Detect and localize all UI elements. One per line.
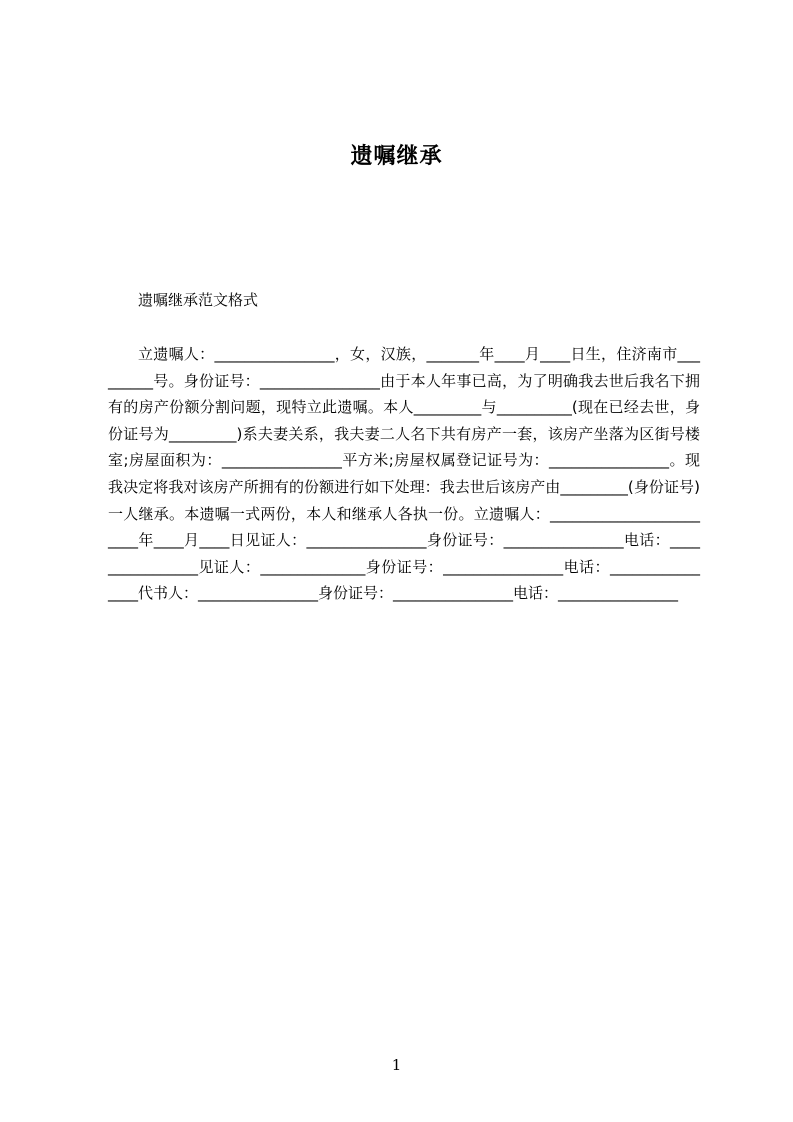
will-body-paragraph: 立遗嘱人：________________，女，汉族，_______年____月____日生，住济南市_________号。身份证号：________________由于本人年事已高，为了明确我去世后我名下拥有的房产份额分割问题，现特立此遗嘱。本人_________与__________(现在已经去世，身份证号为_________)系夫妻关系，我夫妻二人名下共有房产一套，该房产坐落为区街号楼室;房屋面积为：________________平方米;房屋权属登记证号为：________________。现我决定将我对该房产所拥有的份额进行如下处理：我去世后该房产由_________(身份证号)一人继承。本遗嘱一式两份，本人和继承人各执一份。立遗嘱人：________________________年____月____日见证人：________________身份证号：________________电话：________________见证人：______________身份证号：________________电话：________________代书人：________________身份证号：________________电话：________________ — [108, 345, 700, 603]
document-title: 遗嘱继承 — [350, 144, 443, 169]
document-subtitle: 遗嘱继承范文格式 — [138, 291, 259, 309]
page-number: 1 — [391, 1056, 402, 1074]
